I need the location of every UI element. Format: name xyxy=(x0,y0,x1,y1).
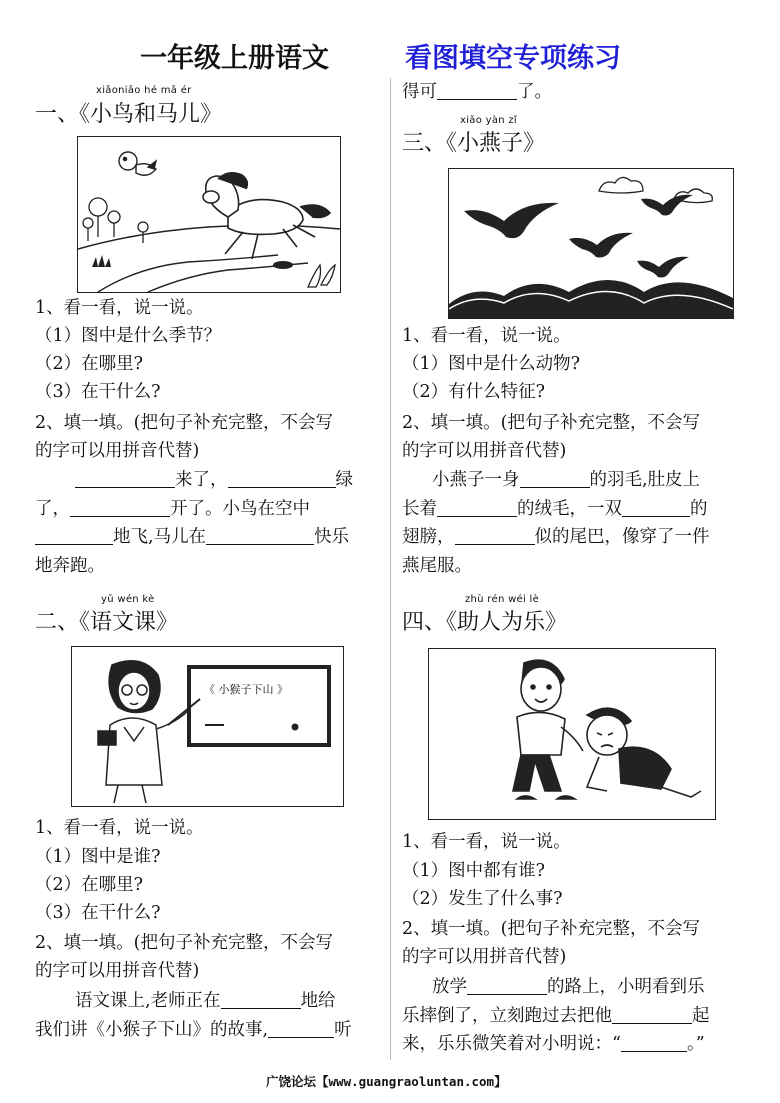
s4-blank-2[interactable] xyxy=(612,1005,692,1024)
footer-site-name: 广饶论坛 xyxy=(266,1074,317,1089)
s2-ask: 1、看一看，说一说。 xyxy=(35,818,204,838)
s1-ask: 1、看一看，说一说。 xyxy=(35,298,204,318)
s4-ask: 1、看一看，说一说。 xyxy=(402,832,571,852)
s1-question-1: （1）图中是什么季节？ xyxy=(35,326,222,346)
s2-blackboard-text: 《 小猴子下山 》 xyxy=(204,683,288,696)
s2-question-1: （1）图中是谁? xyxy=(35,847,161,867)
s1-fill-instruction: 2、填一填。(把句子补充完整，不会写 xyxy=(35,413,333,433)
s1-picture-bird-and-horse xyxy=(77,136,341,293)
s2-fill-instruction: 2、填一填。(把句子补充完整，不会写 xyxy=(35,933,333,953)
page-title-right: 看图填空专项练习 xyxy=(405,43,621,74)
s1-question-3: （3）在干什么? xyxy=(35,382,161,402)
s2-blank-1[interactable] xyxy=(221,991,301,1010)
s1-blank-5[interactable] xyxy=(206,527,314,546)
s1-heading: 一、《小鸟和马儿》 xyxy=(35,102,223,127)
s2-continuation: 得可 了。 xyxy=(402,82,552,102)
s2-heading: 二、《语文课》 xyxy=(35,610,179,635)
s1-blank-3[interactable] xyxy=(70,498,170,517)
s2-fill-instruction-cont: 的字可以用拼音代替) xyxy=(35,961,200,981)
s2-question-3: （3）在干什么? xyxy=(35,903,161,923)
s3-fill-instruction: 2、填一填。(把句子补充完整，不会写 xyxy=(402,413,700,433)
s3-pinyin: xiǎo yàn zǐ xyxy=(460,115,518,126)
s1-passage: 来了， 绿 了， 开了。小鸟在空中 地飞,马儿在 快乐 地奔跑。 xyxy=(35,470,353,576)
s4-question-1: （1）图中都有谁? xyxy=(402,861,546,881)
s3-fill-instruction-cont: 的字可以用拼音代替) xyxy=(402,441,567,461)
s3-blank-4[interactable] xyxy=(455,527,535,546)
s4-heading: 四、《助人为乐》 xyxy=(402,610,568,635)
s1-question-2: （2）在哪里? xyxy=(35,354,144,374)
s3-picture-swallows xyxy=(448,168,734,319)
s2-blank-3[interactable] xyxy=(437,82,517,101)
s4-fill-instruction-cont: 的字可以用拼音代替) xyxy=(402,947,567,967)
s4-question-2: （2）发生了什么事? xyxy=(402,889,563,909)
s1-blank-2[interactable] xyxy=(228,470,336,489)
s2-passage: 语文课上,老师正在 地给 我们讲《小猴子下山》的故事, 听 xyxy=(35,991,352,1040)
s4-passage: 放学 的路上，小明看到乐 乐摔倒了，立刻跑过去把他 起 来，乐乐微笑着对小明说：“ 。” xyxy=(402,977,710,1054)
s4-fill-instruction: 2、填一填。(把句子补充完整，不会写 xyxy=(402,919,700,939)
s3-ask: 1、看一看，说一说。 xyxy=(402,326,571,346)
s4-picture-helping-others xyxy=(428,648,716,820)
s2-picture-chinese-class xyxy=(71,646,344,807)
s2-blank-2[interactable] xyxy=(268,1019,334,1038)
s3-blank-1[interactable] xyxy=(520,470,590,489)
s1-fill-instruction-cont: 的字可以用拼音代替) xyxy=(35,441,200,461)
s3-question-1: （1）图中是什么动物? xyxy=(402,354,581,374)
s1-pinyin: xiǎoniǎo hé mǎ ér xyxy=(96,85,192,96)
s2-question-2: （2）在哪里? xyxy=(35,875,144,895)
s2-pinyin: yǔ wén kè xyxy=(101,594,155,605)
s1-blank-4[interactable] xyxy=(35,527,113,546)
s1-blank-1[interactable] xyxy=(75,470,175,489)
column-divider xyxy=(390,78,391,1060)
s4-blank-3[interactable] xyxy=(621,1034,687,1053)
s3-blank-3[interactable] xyxy=(622,498,690,517)
footer xyxy=(266,1072,507,1090)
s4-pinyin: zhù rén wéi lè xyxy=(465,594,540,605)
s3-blank-2[interactable] xyxy=(437,498,517,517)
s3-heading: 三、《小燕子》 xyxy=(402,131,546,156)
page-title-left: 一年级上册语文 xyxy=(140,43,329,74)
s4-blank-1[interactable] xyxy=(467,977,547,996)
s3-passage: 小燕子一身 的羽毛,肚皮上 长着 的绒毛，一双 的 翅膀， 似的尾巴，像穿了一件 燕尾服。 xyxy=(402,470,710,576)
s3-question-2: （2）有什么特征? xyxy=(402,382,546,402)
footer-url[interactable]: 【www.guangraoluntan.com】 xyxy=(316,1074,507,1089)
